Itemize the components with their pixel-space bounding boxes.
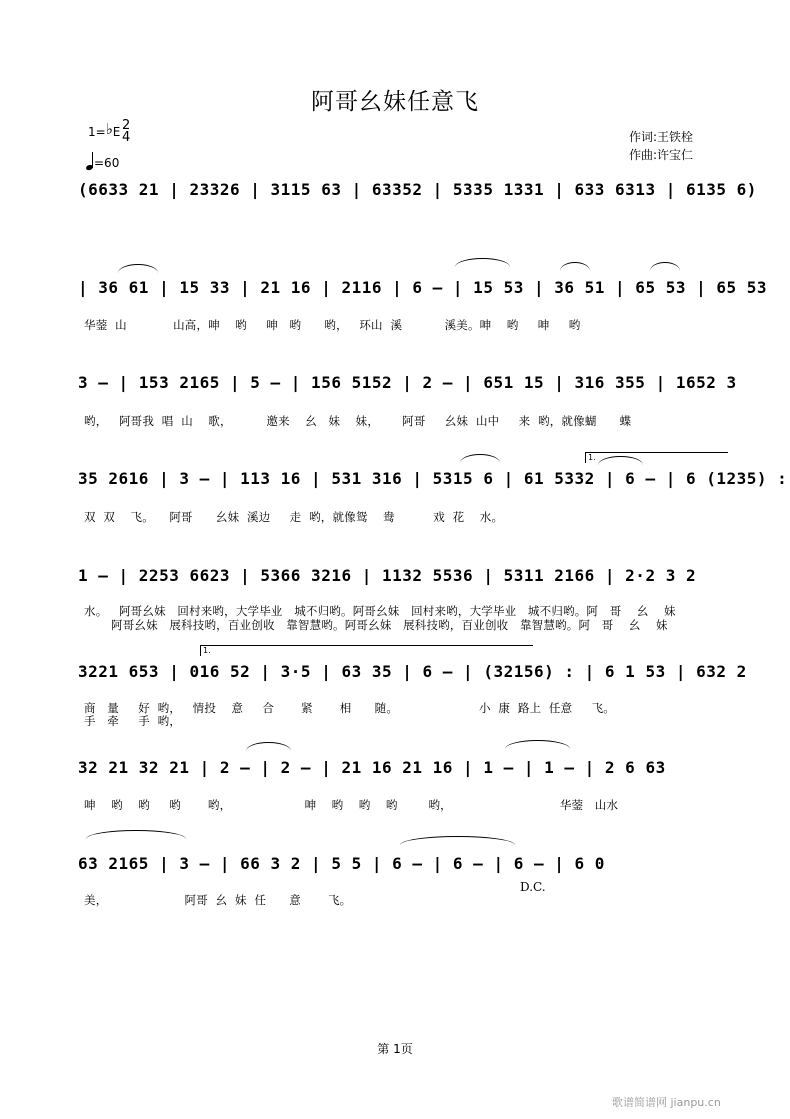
slur [650,262,680,271]
staff-line-2: | 36 61 | 15 33 | 21 16 | 2116 | 6 — | 15 53 | 36 51 | 65 53 | 65 53 [78,278,768,297]
time-signature [122,120,130,144]
time-denominator: 4 [122,130,131,145]
staff-line-5: 1 — | 2253 6623 | 5366 3216 | 1132 5536 | 5311 2166 | 2·2 3 2 [78,566,697,585]
slur [118,264,158,273]
slur [460,454,500,463]
staff-line-8: 63 2165 | 3 — | 66 3 2 | 5 5 | 6 — | 6 — | 6 — | 6 0 [78,854,605,873]
lyrics-line: 美， 阿哥 幺 妹 任 意 飞。 [84,893,352,907]
watermark: 歌谱简谱网 jianpu.cn [612,1096,721,1109]
staff-line-7: 32 21 32 21 | 2 — | 2 — | 21 16 21 16 | 1 — | 1 — | 2 6 63 [78,758,666,777]
slur [246,742,291,751]
flat-icon: ♭ [105,120,113,138]
staff-line-6: 3221 653 | 016 52 | 3·5 | 63 35 | 6 — | (32156) : | 6 1 53 | 632 2 [78,662,747,681]
lyrics-line: 双 双 飞。 阿哥 幺妹 溪边 走 哟，就像鸳 鸯 戏 花 水。 [84,510,504,524]
lyrics-line: 手 牵 手 哟， [84,714,182,728]
lyricist-credit: 作词:王铁栓 [629,130,694,144]
first-ending-bracket: 1. [200,645,533,656]
slur [455,258,510,267]
slur [86,830,186,839]
tempo-value: =60 [94,156,120,170]
tempo-marking [86,152,119,170]
staff-line-3: 3 — | 153 2165 | 5 — | 156 5152 | 2 — | 651 15 | 316 355 | 1652 3 [78,373,737,392]
lyrics-line: 商 量 好 哟， 情投 意 合 紧 相 随。 小 康 路上 任意 飞。 [84,701,616,715]
composer-credit: 作曲:许宝仁 [629,148,694,162]
lyrics-line: 呻 哟 哟 哟 哟， 呻 哟 哟 哟 哟， 华蓥 山水 [84,798,619,812]
slur [560,262,590,271]
staff-line-1: (6633 21 | 23326 | 3115 63 | 63352 | 5335 1331 | 633 6313 | 6135 6) [78,180,757,199]
song-title: 阿哥幺妹任意飞 [311,89,479,115]
da-capo-marking: D.C. [520,880,546,894]
slur [505,740,570,749]
slur [400,836,515,845]
time-numerator: 2 [122,118,131,133]
key-prefix: 1= [88,125,106,139]
key-signature [88,122,120,140]
quarter-note-icon [86,152,94,170]
staff-line-4: 35 2616 | 3 — | 113 16 | 531 316 | 5315 6 | 61 5332 | 6 — | 6 (1235) : [78,469,788,488]
key-letter: E [112,125,121,139]
lyrics-verse-1: 水。 阿哥幺妹 回村来哟，大学毕业 城不归哟。阿哥幺妹 回村来哟，大学毕业 城不归哟。阿 哥 幺 妹 [84,604,676,618]
first-ending-bracket: 1. [585,452,728,463]
lyrics-verse-2: 阿哥幺妹 展科技哟，百业创收 靠智慧哟。阿哥幺妹 展科技哟，百业创收 靠智慧哟。阿 哥 幺 妹 [84,618,668,632]
lyrics-line: 华蓥 山 山高，呻 哟 呻 哟 哟， 环山 溪 溪美。呻 哟 呻 哟 [84,318,581,332]
lyrics-line: 哟， 阿哥我 唱 山 歌， 邀来 幺 妹 妹， 阿哥 幺妹 山中 来 哟，就像蝴 蝶 [84,414,632,428]
page-number: 第 1页 [377,1042,413,1056]
